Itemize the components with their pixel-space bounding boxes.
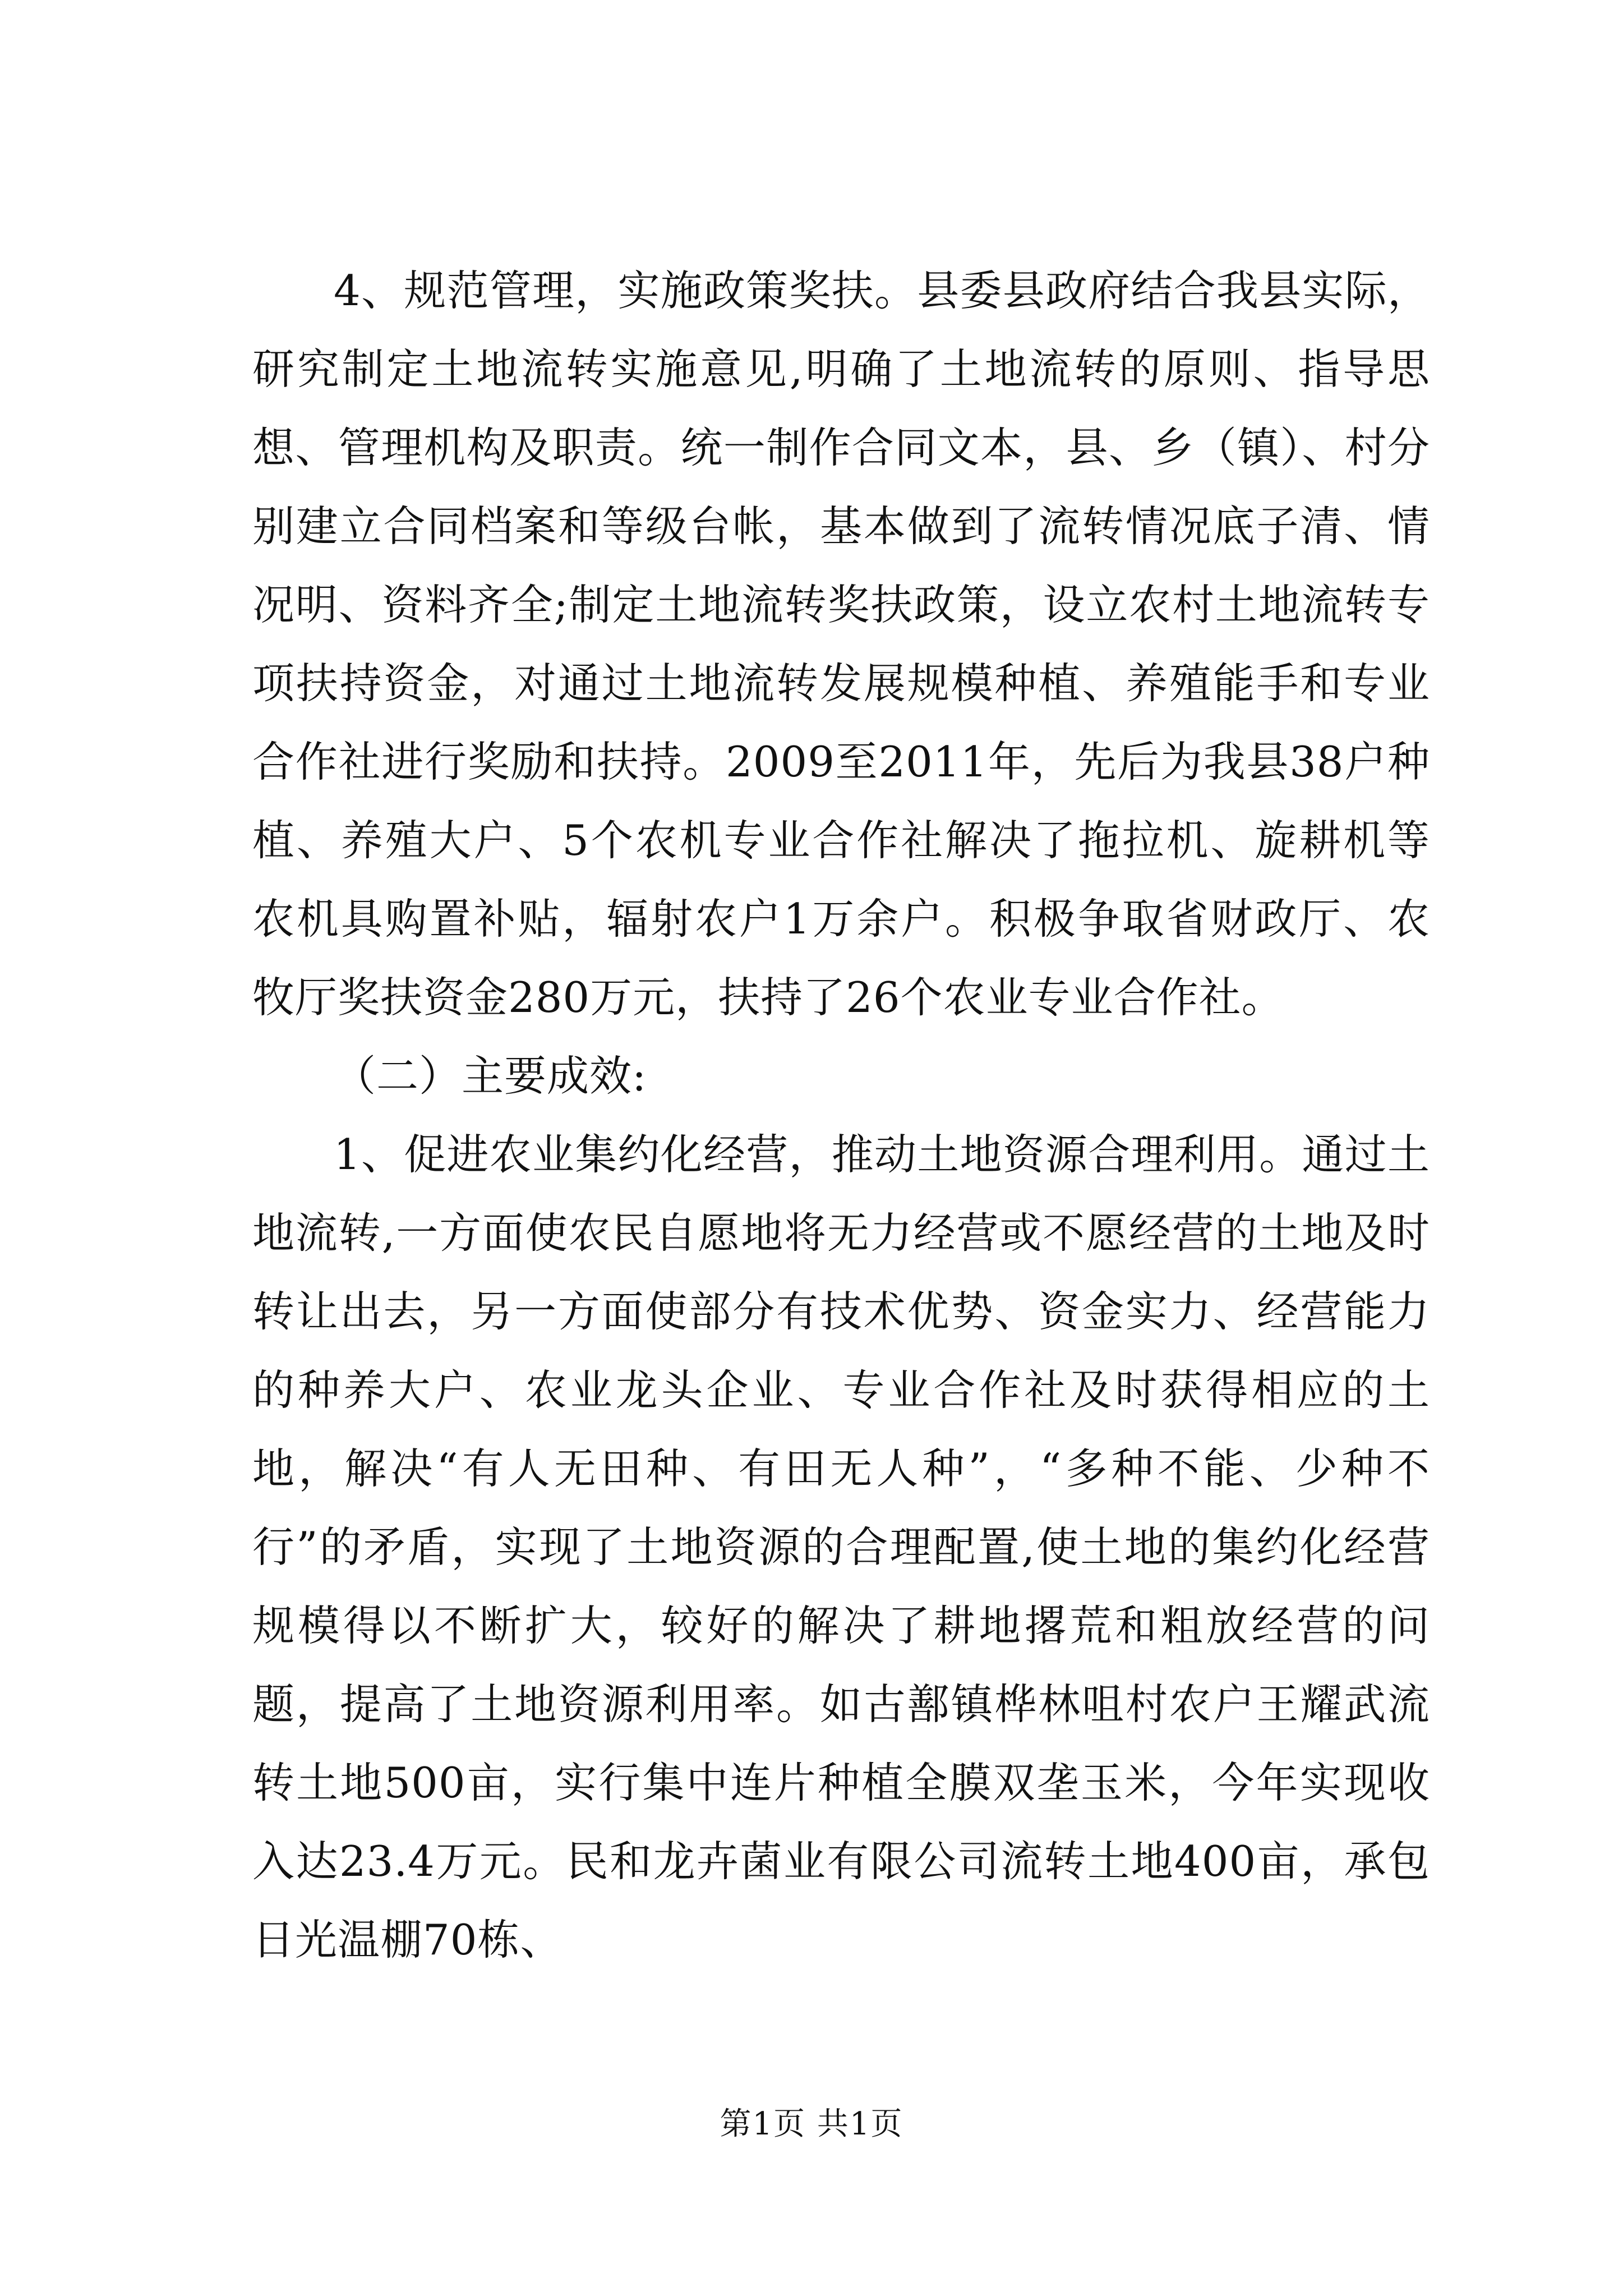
paragraph-intensive-operation: 1、促进农业集约化经营，推动土地资源合理利用。通过土地流转,一方面使农民自愿地将无力经营或不愿经营的土地及时转让出去，另一方面使部分有技术优势、资金实力、经营能力的种养大户、农业龙头企业、专业合作社及时获得相应的土地，解决“有人无田种、有田无人种”，“多种不能、少种不行”的矛盾，实现了土地资源的合理配置,使土地的集约化经营规模得以不断扩大，较好的解决了耕地撂荒和粗放经营的问题，提高了土地资源利用率。如古鄯镇桦林咀村农户王耀武流转土地500亩，实行集中连片种植全膜双垄玉米，今年实现收入达23.4万元。民和龙卉菌业有限公司流转土地400亩，承包日光温棚70栋、	[252, 1130, 1430, 1964]
section-heading-main-results: （二）主要成效:	[334, 1051, 647, 1101]
page-number-footer: 第1页 共1页	[720, 2106, 903, 2142]
paragraph-policy-support: 4、规范管理，实施政策奖扶。县委县政府结合我县实际，研究制定土地流转实施意见,明确了土地流转的原则、指导思想、管理机构及职责。统一制作合同文本，县、乡（镇）、村分别建立合同档案和等级台帐，基本做到了流转情况底子清、情况明、资料齐全;制定土地流转奖扶政策，设立农村土地流转专项扶持资金，对通过土地流转发展规模种植、养殖能手和专业合作社进行奖励和扶持。2009至2011年，先后为我县38户种植、养殖大户、5个农机专业合作社解决了拖拉机、旋耕机等农机具购置补贴，辐射农户1万余户。积极争取省财政厅、农牧厅奖扶资金280万元，扶持了26个农业专业合作社。	[252, 266, 1430, 1022]
document-body	[252, 251, 1430, 1979]
